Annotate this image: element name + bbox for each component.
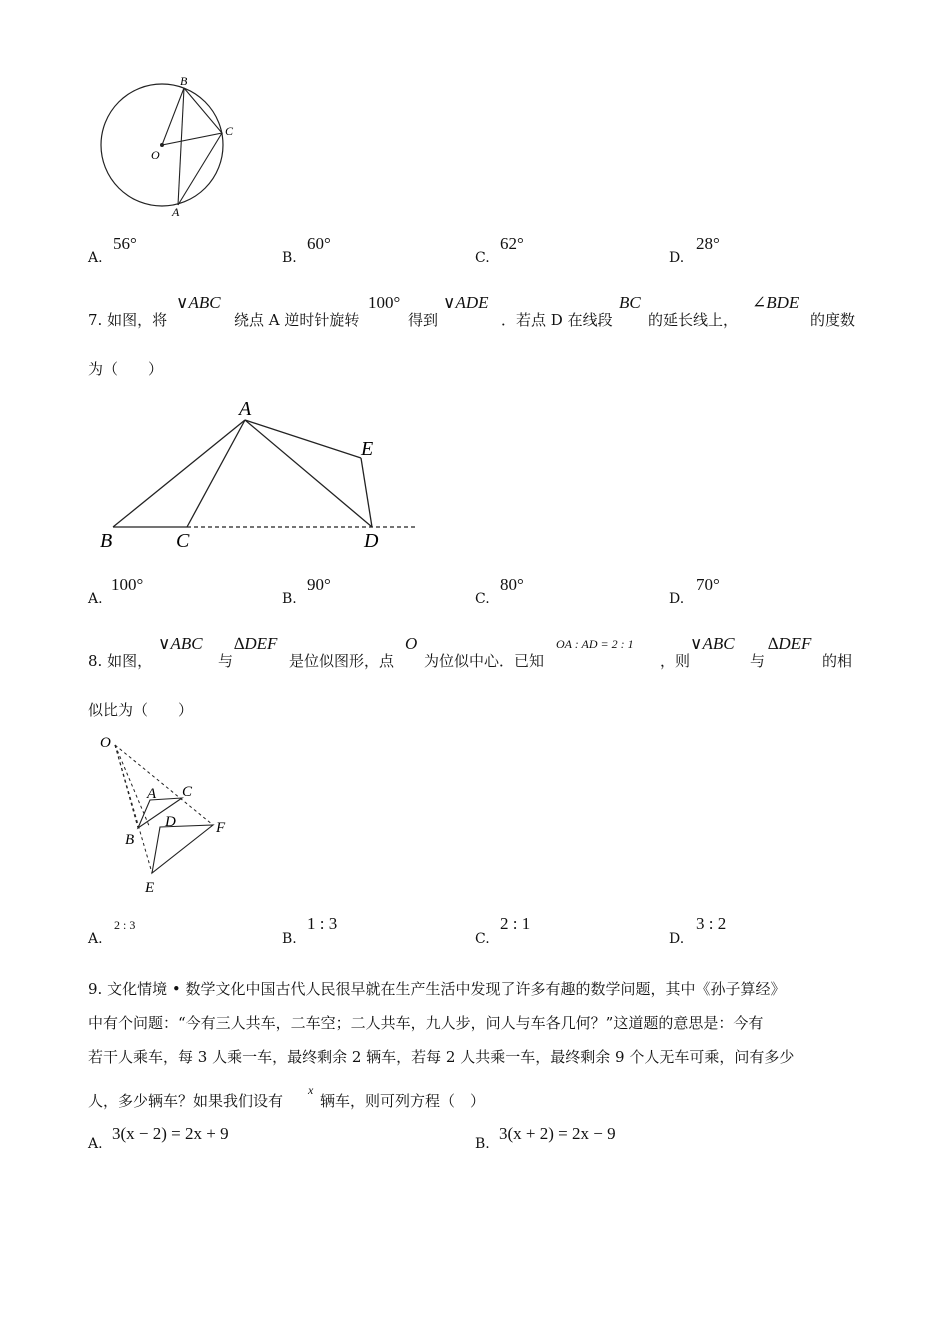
q8-option-c-value: 2 : 1 xyxy=(500,914,531,933)
q8-option-c-letter: C. xyxy=(475,931,490,947)
q7-math-ade: ∨ADE xyxy=(443,293,489,312)
q6-label-C: C xyxy=(225,124,234,138)
q7-text-1: 7. 如图，将 xyxy=(88,311,168,329)
q7-option-c-letter: C. xyxy=(475,591,490,607)
q7-label-E: E xyxy=(361,438,374,460)
q6-option-b-letter: B. xyxy=(282,250,297,266)
q7-text-3: 得到 xyxy=(408,311,439,329)
q7-option-d-letter: D. xyxy=(669,591,685,607)
q9-line-3: 若干人乘车，每 3 人乘一车，最终剩余 2 辆车，若每 2 人共乘一车，最终剩余 9 个人无车可乘，问有多少 xyxy=(88,1048,795,1066)
q9-line-1: 9. 文化情境 • 数学文化中国古代人民很早就在生产生活中发现了许多有趣的数学问题，其中《孙子算经》 xyxy=(88,980,786,998)
q7-option-a-letter: A. xyxy=(88,591,103,607)
q7-text-6: 的度数 xyxy=(810,311,856,329)
q7-option-d-value: 70° xyxy=(696,575,720,594)
q8-text-3: 是位似图形，点 xyxy=(289,652,395,670)
q6-label-A: A xyxy=(172,205,180,219)
q7-text-2: 绕点 A 逆时针旋转 xyxy=(234,311,360,329)
q6-label-O: O xyxy=(151,148,160,162)
q8-label-F: F xyxy=(216,820,226,836)
q8-label-C: C xyxy=(182,784,193,800)
q7-label-C: C xyxy=(176,530,190,552)
q9-line-4a: 人，多少辆车？如果我们设有 xyxy=(88,1092,284,1110)
q9-option-b-letter: B. xyxy=(475,1136,490,1152)
q7-text-line2: 为（ ） xyxy=(88,360,164,378)
q7-option-a-value: 100° xyxy=(111,575,144,594)
q7-math-abc: ∨ABC xyxy=(176,293,221,312)
q8-text-7: 的相 xyxy=(822,652,853,670)
q7-option-c-value: 80° xyxy=(500,575,524,594)
q7-math-angle: 100° xyxy=(368,293,401,312)
q6-label-B: B xyxy=(180,74,188,88)
q7-option-b-value: 90° xyxy=(307,575,331,594)
q8-homothety-figure xyxy=(95,730,245,900)
q8-text-4: 为位似中心．已知 xyxy=(424,652,545,670)
q6-option-d-value: 28° xyxy=(696,234,720,253)
q8-text-1: 8. 如图， xyxy=(88,652,153,670)
q6-option-b-value: 60° xyxy=(307,234,331,253)
q8-math-o: O xyxy=(405,634,418,653)
q8-label-A: A xyxy=(147,786,157,802)
q6-option-a-value: 56° xyxy=(113,234,137,253)
q7-text-5: 的延长线上， xyxy=(648,311,739,329)
q8-option-b-letter: B. xyxy=(282,931,297,947)
q8-label-B: B xyxy=(125,832,135,848)
q6-option-d-letter: D. xyxy=(669,250,685,266)
q9-option-a-letter: A. xyxy=(88,1136,103,1152)
q8-text-6: 与 xyxy=(750,652,766,670)
q8-label-D: D xyxy=(165,814,176,830)
q7-math-bde: ∠BDE xyxy=(752,293,800,312)
q8-math-abc-2: ∨ABC xyxy=(690,634,735,653)
q7-option-b-letter: B. xyxy=(282,591,297,607)
q8-math-def: ∆DEF xyxy=(234,634,278,653)
q8-label-E: E xyxy=(145,880,155,896)
q6-option-c-letter: C. xyxy=(475,250,490,266)
q8-option-a-letter: A. xyxy=(88,931,103,947)
q8-text-2: 与 xyxy=(218,652,234,670)
q8-option-d-value: 3 : 2 xyxy=(696,914,727,933)
q7-rotation-figure xyxy=(95,395,425,555)
q6-option-a-letter: A. xyxy=(88,250,103,266)
q8-option-b-value: 1 : 3 xyxy=(307,914,338,933)
q7-text-4: ．若点 D 在线段 xyxy=(501,311,613,329)
q8-text-5: ，则 xyxy=(660,652,691,670)
q8-option-d-letter: D. xyxy=(669,931,685,947)
q7-label-D: D xyxy=(364,530,379,552)
q8-math-ratio: OA : AD = 2 : 1 xyxy=(556,637,634,651)
q9-option-b-value: 3(x + 2) = 2x − 9 xyxy=(499,1124,616,1143)
q9-math-x: x xyxy=(308,1083,314,1097)
q6-option-c-value: 62° xyxy=(500,234,524,253)
q8-math-abc: ∨ABC xyxy=(158,634,203,653)
q8-math-def-2: ∆DEF xyxy=(768,634,812,653)
q8-text-line2: 似比为（ ） xyxy=(88,701,194,719)
q8-label-O: O xyxy=(100,735,111,751)
q7-label-A: A xyxy=(239,398,252,420)
q7-label-B: B xyxy=(100,530,113,552)
q7-math-bc: BC xyxy=(619,293,641,312)
q9-option-a-value: 3(x − 2) = 2x + 9 xyxy=(112,1124,229,1143)
q8-option-a-value: 2 : 3 xyxy=(114,918,136,932)
q9-line-2: 中有个问题：“今有三人共车，二车空；二人共车，九人步，问人与车各几何？”这道题的意思是：今有 xyxy=(88,1014,764,1032)
q6-circle-figure xyxy=(90,65,250,225)
q9-line-4b: 辆车，则可列方程（ ） xyxy=(320,1092,486,1110)
